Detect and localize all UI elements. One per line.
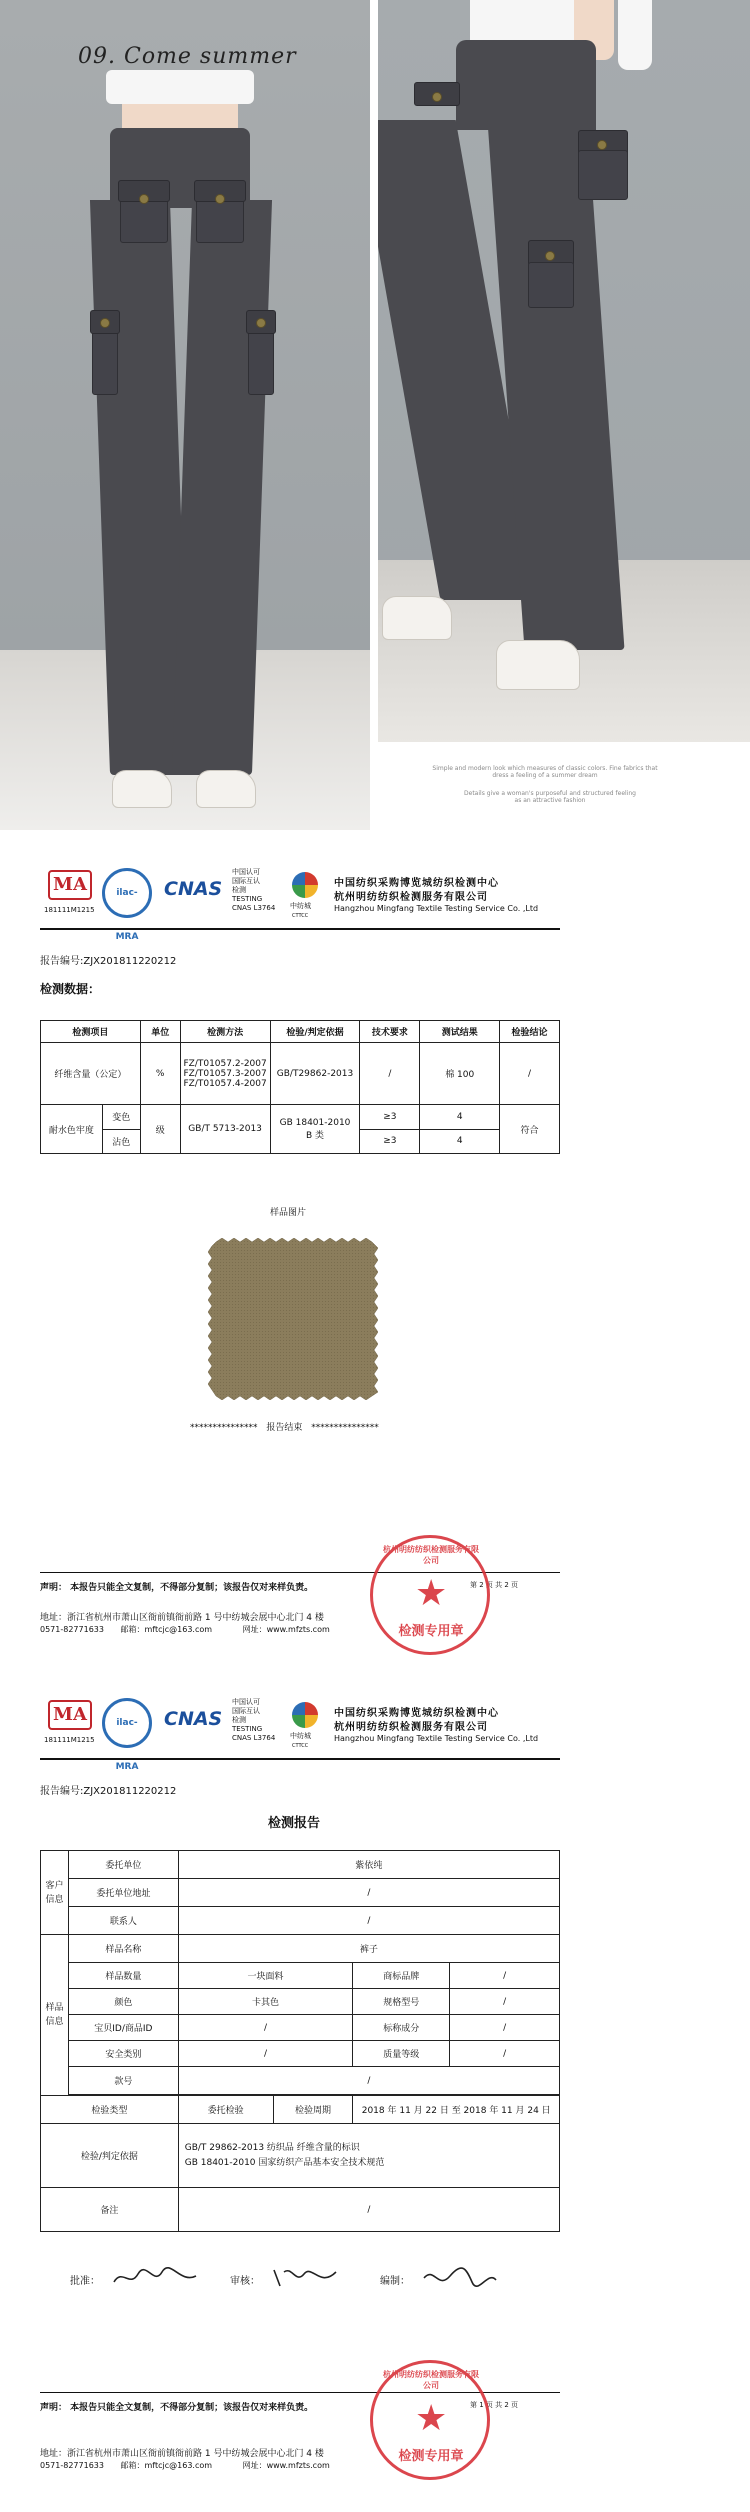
value <box>178 2124 559 2188</box>
ilac-mra-logo: ilac-MRA <box>102 1698 152 1748</box>
org-name-cn-2: 杭州明纺纺织检测服务有限公司 <box>334 892 488 903</box>
value: 一块面料 <box>178 1963 353 1989</box>
contact-line <box>40 1624 330 1635</box>
cell: 棉 100 <box>420 1043 500 1105</box>
cnas-logo: CNAS <box>164 878 223 900</box>
inspection-seal <box>370 1535 490 1655</box>
label: 宝贝ID/商品ID <box>68 2015 178 2041</box>
fabric-sample-image <box>208 1238 378 1400</box>
cell: ≥3 <box>360 1129 420 1154</box>
seal-label: 检测专用章 <box>398 2449 464 2464</box>
cnas-text-2: 国际互认 <box>232 1707 260 1715</box>
sample-image-title: 样品图片 <box>270 1208 307 1218</box>
label: 款号 <box>68 2067 178 2095</box>
seal-star-icon: ★ <box>415 1573 448 1614</box>
phone: 0571-82771633 <box>40 1625 104 1634</box>
col-header: 检测方法 <box>180 1021 270 1043</box>
contact-line <box>40 2460 330 2471</box>
seal-star-icon: ★ <box>415 2398 448 2439</box>
cell: 沾色 <box>112 1137 131 1148</box>
cell: 纤维含量（公定） <box>41 1043 141 1105</box>
col-header: 技术要求 <box>360 1021 420 1043</box>
value: 紫依纯 <box>178 1851 559 1879</box>
label: 委托单位地址 <box>68 1879 178 1907</box>
website: 网址：www.mfzts.com <box>242 1625 330 1634</box>
group-label: 客户信息 <box>41 1851 69 1935</box>
seal-ring-text: 杭州明纺纺织检测服务有限公司 <box>383 2370 479 2390</box>
header-divider <box>40 1758 560 1760</box>
report-info-table <box>40 1850 560 2232</box>
cell: / <box>360 1043 420 1105</box>
col-header: 单位 <box>140 1021 180 1043</box>
ctc-label: 中纺城 <box>290 1732 311 1740</box>
value: / <box>450 1989 560 2015</box>
label: 检验类型 <box>41 2096 179 2124</box>
cnas-text-4: TESTING <box>232 895 263 903</box>
website: 网址：www.mfzts.com <box>242 2461 330 2470</box>
cell: GB/T 5713-2013 <box>180 1105 270 1154</box>
email: 邮箱：mftcjc@163.com <box>120 2461 213 2470</box>
reviewer-signature <box>270 2264 340 2297</box>
value: 委托检验 <box>178 2096 273 2124</box>
report-end-line <box>190 1420 379 1433</box>
ilac-mra-logo: ilac-MRA <box>102 868 152 918</box>
basis-line: GB 18401-2010 <box>279 1117 351 1128</box>
value: 2018 年 11 月 22 日 至 2018 年 11 月 24 日 <box>353 2096 560 2124</box>
ma-logo: MA <box>48 870 92 900</box>
label: 检验周期 <box>273 2096 353 2124</box>
address: 地址：浙江省杭州市萧山区衙前镇衙前路 1 号中纺城会展中心北门 4 楼 <box>40 1613 324 1623</box>
cnas-text-1: 中国认可 <box>232 1698 260 1706</box>
end-stars-right: *************** <box>311 1423 379 1433</box>
cnas-text-2: 国际互认 <box>232 877 260 885</box>
value: / <box>450 1963 560 1989</box>
label: 标称成分 <box>353 2015 450 2041</box>
signatures <box>40 2262 560 2302</box>
cnas-text-5: CNAS L3764 <box>232 1734 276 1742</box>
cell: % <box>140 1043 180 1105</box>
org-name-cn-2: 杭州明纺纺织检测服务有限公司 <box>334 1722 488 1733</box>
cell <box>270 1105 360 1154</box>
basis-line: GB/T 29862-2013 纺织品 纤维含量的标识 <box>184 2142 360 2153</box>
cell: ≥3 <box>360 1105 420 1130</box>
ctc-sub: CTTCC <box>292 913 309 919</box>
page-number: 第 2 页 共 2 页 <box>470 1581 519 1589</box>
section-title: 检测数据： <box>40 982 101 996</box>
report-number: 报告编号:ZJX201811220212 <box>40 956 177 967</box>
label: 备注 <box>41 2188 179 2232</box>
value: / <box>178 1879 559 1907</box>
value: / <box>178 2015 353 2041</box>
phone: 0571-82771633 <box>40 2461 104 2470</box>
statement: 声明： 本报告只能全文复制，不得部分复制；该报告仅对来样负责。 <box>40 2403 314 2413</box>
label: 规格型号 <box>353 1989 450 2015</box>
ctc-label: 中纺城 <box>290 902 311 910</box>
cnas-text-3: 检测 <box>232 886 246 894</box>
label: 颜色 <box>68 1989 178 2015</box>
photo-caption-2: Details give a woman's purposeful and structured feeling as an attractive fashion <box>464 790 636 804</box>
product-photo-back <box>0 0 370 830</box>
basis-line: B 类 <box>305 1130 325 1141</box>
col-header: 检验结论 <box>500 1021 560 1043</box>
end-stars-left: *************** <box>190 1423 258 1433</box>
ma-number: 181111M1215 <box>44 906 95 914</box>
cell: GB/T29862-2013 <box>270 1043 360 1105</box>
org-name-cn-1: 中国纺织采购博览城纺织检测中心 <box>334 1708 499 1719</box>
cnas-text-5: CNAS L3764 <box>232 904 276 912</box>
value: / <box>178 2188 559 2232</box>
label: 样品数量 <box>68 1963 178 1989</box>
cell: / <box>500 1043 560 1105</box>
label: 样品名称 <box>68 1935 178 1963</box>
cnas-text-4: TESTING <box>232 1725 263 1733</box>
label: 检验/判定依据 <box>41 2124 179 2188</box>
product-photo-front <box>378 0 750 742</box>
label: 安全类别 <box>68 2041 178 2067</box>
method-line: FZ/T01057.4-2007 <box>183 1078 267 1089</box>
approver-label: 批准： <box>70 2276 100 2287</box>
value: 卡其色 <box>178 1989 353 2015</box>
header-divider <box>40 928 560 930</box>
approver-signature <box>110 2264 200 2297</box>
ctc-sub: CTTCC <box>292 1743 309 1749</box>
cell: 4 <box>420 1105 500 1130</box>
report-number: 报告编号:ZJX201811220212 <box>40 1786 177 1797</box>
cnas-logo: CNAS <box>164 1708 223 1730</box>
end-label: 报告结束 <box>266 1423 303 1433</box>
page-number: 第 1 页 共 2 页 <box>470 2401 519 2409</box>
cell: 4 <box>420 1129 500 1154</box>
photo-caption-1: Simple and modern look which measures of classic colors. Fine fabrics that dress a feeling of a summer dream <box>432 765 658 779</box>
cell: 变色 <box>102 1105 140 1129</box>
email: 邮箱：mftcjc@163.com <box>120 1625 213 1634</box>
org-name-en: Hangzhou Mingfang Textile Testing Service Co. ,Ltd <box>334 904 539 913</box>
basis-line: GB 18401-2010 国家纺织产品基本安全技术规范 <box>184 2157 385 2168</box>
value: / <box>178 2067 559 2095</box>
label: 质量等级 <box>353 2041 450 2067</box>
cnas-text-1: 中国认可 <box>232 868 260 876</box>
inspection-seal <box>370 2360 490 2480</box>
report-header-page2 <box>40 860 560 960</box>
label: 委托单位 <box>68 1851 178 1879</box>
value: / <box>178 1907 559 1935</box>
report-title: 检测报告 <box>268 1816 321 1831</box>
col-header: 检验/判定依据 <box>270 1021 360 1043</box>
label: 商标品牌 <box>353 1963 450 1989</box>
col-header: 检测项目 <box>41 1021 141 1043</box>
address: 地址：浙江省杭州市萧山区衙前镇衙前路 1 号中纺城会展中心北门 4 楼 <box>40 2449 324 2459</box>
value: / <box>178 2041 353 2067</box>
method-line: FZ/T01057.3-2007 <box>183 1068 267 1079</box>
cell <box>180 1043 270 1105</box>
col-header: 测试结果 <box>420 1021 500 1043</box>
group-label: 样品信息 <box>41 1935 69 2096</box>
seal-label: 检测专用章 <box>398 1624 464 1639</box>
org-name-cn-1: 中国纺织采购博览城纺织检测中心 <box>334 878 499 889</box>
ctc-logo <box>292 1702 318 1728</box>
cell <box>41 1105 141 1154</box>
value: / <box>450 2015 560 2041</box>
label: 联系人 <box>68 1907 178 1935</box>
editor-signature <box>420 2264 500 2297</box>
ma-number: 181111M1215 <box>44 1736 95 1744</box>
seal-ring-text: 杭州明纺纺织检测服务有限公司 <box>383 1545 479 1565</box>
cell: 符合 <box>500 1105 560 1154</box>
report-header-page1 <box>40 1690 560 1790</box>
ctc-logo <box>292 872 318 898</box>
photo-caption-title: 09. Come summer <box>78 44 297 69</box>
method-line: FZ/T01057.2-2007 <box>183 1058 267 1069</box>
org-name-en: Hangzhou Mingfang Textile Testing Service Co. ,Ltd <box>334 1734 539 1743</box>
statement: 声明： 本报告只能全文复制，不得部分复制；该报告仅对来样负责。 <box>40 1583 314 1593</box>
cell: 级 <box>140 1105 180 1154</box>
cell: 耐水色牢度 <box>41 1105 102 1153</box>
ma-logo: MA <box>48 1700 92 1730</box>
reviewer-label: 审核： <box>230 2276 260 2287</box>
editor-label: 编制： <box>380 2276 410 2287</box>
cnas-text-3: 检测 <box>232 1716 246 1724</box>
test-data-table <box>40 1020 560 1154</box>
value: / <box>450 2041 560 2067</box>
value: 裤子 <box>178 1935 559 1963</box>
